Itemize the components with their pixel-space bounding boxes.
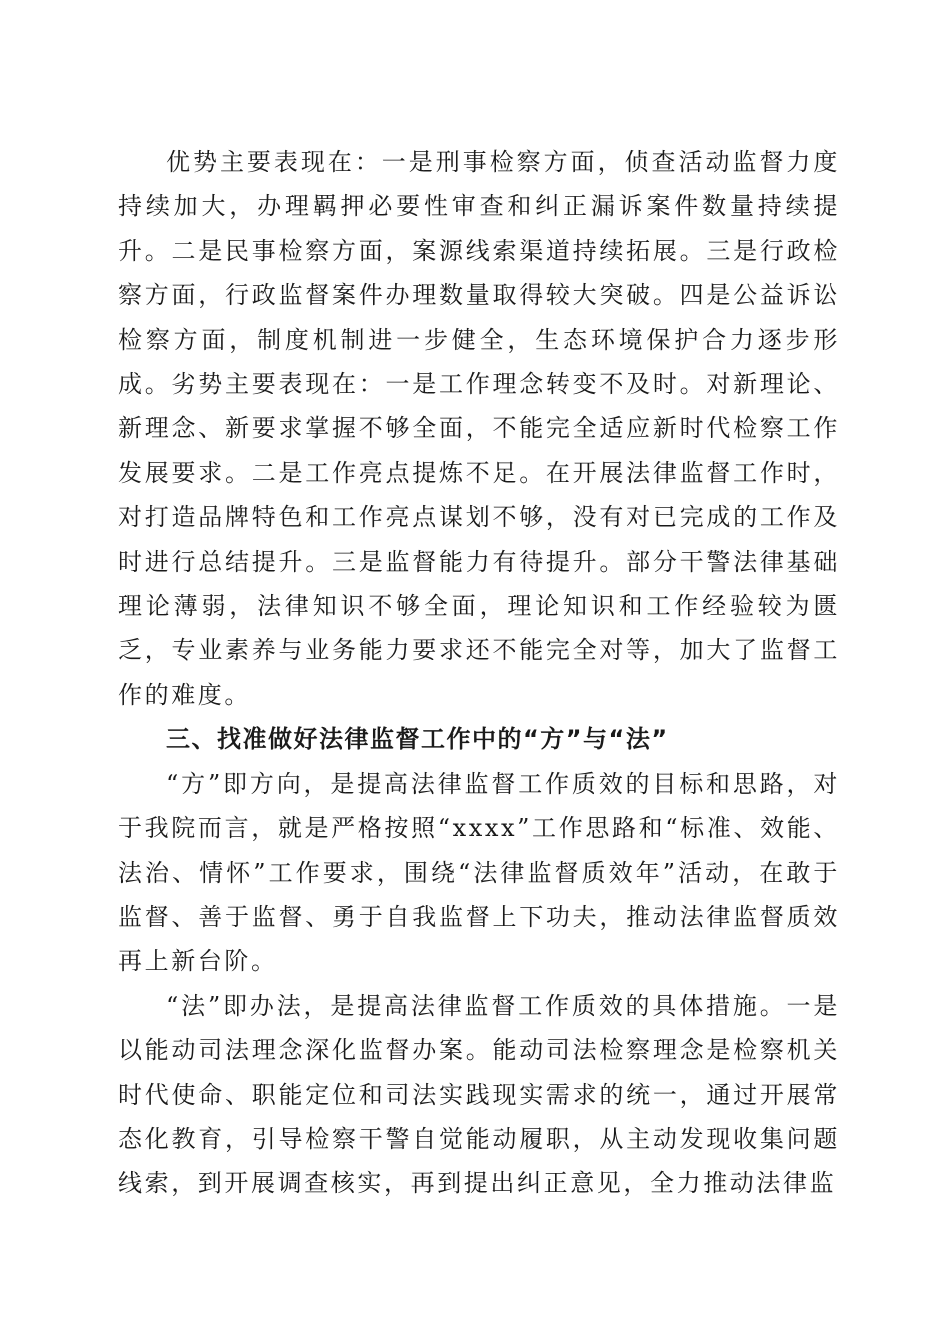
document-body: [118, 140, 840, 1206]
paragraph-method: “法”即办法，是提高法律监督工作质效的具体措施。一是以能动司法理念深化监督办案。能动司法检察理念是检察机关时代使命、职能定位和司法实践现实需求的统一，通过开展常态化教育，引导检察干警自觉能动履职，从主动发现收集问题线索，到开展调查核实，再到提出纠正意见，全力推动法律监: [118, 991, 840, 1198]
paragraph-strengths-weaknesses: 优势主要表现在：一是刑事检察方面，侦查活动监督力度持续加大，办理羁押必要性审查和纠正漏诉案件数量持续提升。二是民事检察方面，案源线索渠道持续拓展。三是行政检察方面，行政监督案件办理数量取得较大突破。四是公益诉讼检察方面，制度机制进一步健全，生态环境保护合力逐步形成。劣势主要表现在：一是工作理念转变不及时。对新理论、新理念、新要求掌握不够全面，不能完全适应新时代检察工作发展要求。二是工作亮点提炼不足。在开展法律监督工作时，对打造品牌特色和工作亮点谋划不够，没有对已完成的工作及时进行总结提升。三是监督能力有待提升。部分干警法律基础理论薄弱，法律知识不够全面，理论知识和工作经验较为匮乏，专业素养与业务能力要求还不能完全对等，加大了监督工作的难度。: [118, 148, 840, 709]
section-heading-3: 三、找准做好法律监督工作中的“方”与“法”: [166, 725, 669, 754]
paragraph-direction: “方”即方向，是提高法律监督工作质效的目标和思路，对于我院而言，就是严格按照“xxxx”工作思路和“标准、效能、法治、情怀”工作要求，围绕“法律监督质效年”活动，在敢于监督、善于监督、勇于自我监督上下功夫，推动法律监督质效再上新台阶。: [118, 769, 840, 976]
